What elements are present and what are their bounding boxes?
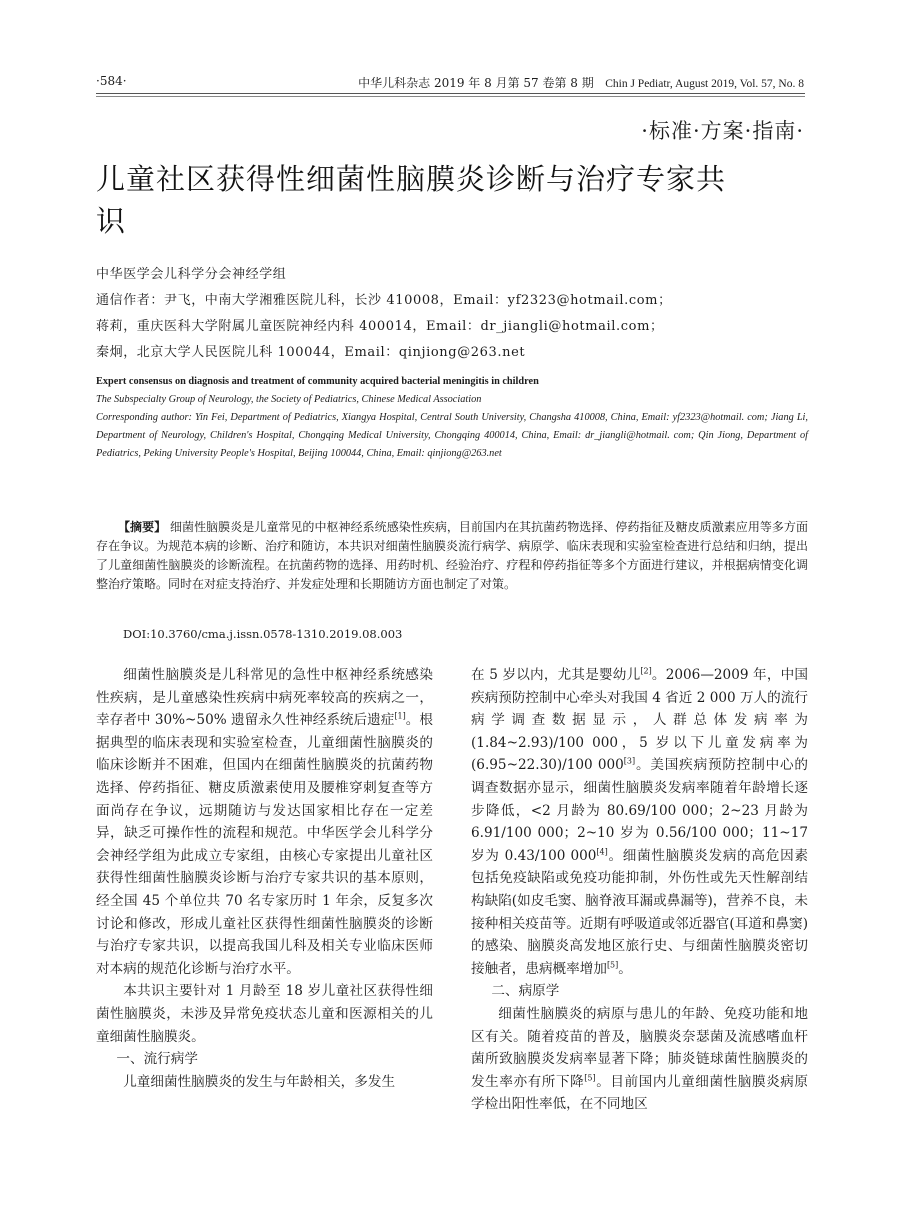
section-heading: 二、病原学 bbox=[491, 983, 560, 1000]
citation: [4] bbox=[596, 847, 608, 857]
paragraph: 儿童细菌性脑膜炎的发生与年龄相关，多发生 bbox=[123, 1073, 396, 1090]
abstract-text: 细菌性脑膜炎是儿童常见的中枢神经系统感染性疾病，目前国内在其抗菌药物选择、停药指征及糖皮质激素应用等多方面存在争议。为规范本病的诊断、治疗和随访，本共识对细菌性脑膜炎流行病学、病原学、临床表现和实验室检查进行总结和归纳，提出了儿童细菌性脑膜炎的诊断流程。在抗菌药物的选择、用药时机、经验治疗、疗程和停药指征等多个方面进行建议，并根据病情变化调整治疗策略。同时在对症支持治疗、并发症处理和长期随访方面也制定了对策。 bbox=[96, 520, 808, 591]
doi: DOI:10.3760/cma.j.issn.0578-1310.2019.08.003 bbox=[123, 627, 403, 641]
header-rule bbox=[96, 93, 805, 94]
corresponding-author-2: 蒋莉，重庆医科大学附属儿童医院神经内科 400014，Email：dr_jiangli@hotmail.com； bbox=[96, 319, 664, 334]
paragraph: 本共识主要针对 1 月龄至 18 岁儿童社区获得性细菌性脑膜炎，未涉及异常免疫状态儿童和医源相关的儿童细菌性脑膜炎。 bbox=[96, 983, 433, 1045]
abstract bbox=[96, 518, 808, 594]
article-title: 儿童社区获得性细菌性脑膜炎诊断与治疗专家共识 bbox=[96, 162, 727, 238]
section-tag: ·标准·方案·指南· bbox=[641, 119, 804, 143]
paragraph: 细菌性脑膜炎是儿科常见的急性中枢神经系统感染性疾病，是儿童感染性疾病中病死率较高的疾病之一，幸存者中 30%~50% 遗留永久性神经系统后遗症[1]。根据典型的临床表现和实验室检查，儿童细菌性脑膜炎的临床诊断并不困难，但国内在细菌性脑膜炎的抗菌药物选择、停药指征、糖皮质激素使用及腰椎穿刺复查等方面尚存在争议，远期随访与发达国家相比存在一定差异，缺乏可操作性的流程和规范。中华医学会儿科学分会神经学组为此成立专家组，由核心专家提出儿童社区获得性细菌性脑膜炎诊断与治疗专家共识的基本原则，经全国 45 个单位共 70 名专家历时 1 年余，反复多次讨论和修改，形成儿童社区获得性细菌性脑膜炎的诊断与治疗专家共识，以提高我国儿科及相关专业临床医师对本病的规范化诊断与治疗水平。 bbox=[96, 667, 434, 977]
journal-name-en: Chin J Pediatr, August 2019, Vol. 57, No. 8 bbox=[605, 78, 804, 90]
english-group: The Subspecialty Group of Neurology, the Society of Pediatrics, Chinese Medical Association bbox=[96, 394, 482, 405]
citation: [5] bbox=[606, 960, 619, 970]
abstract-label: 【摘要】 bbox=[118, 520, 167, 534]
citation: [3] bbox=[623, 756, 636, 766]
paragraph: 在 5 岁以内，尤其是婴幼儿[2]。2006—2009 年，中国疾病预防控制中心牵头对我国 4 省近 2 000 万人的流行病学调查数据显示，人群总体发病率为(1.84~2.93)/100 000，5 岁以下儿童发病率为(6.95~22.30)/100 000[3]。美国疾病预防控制中心的调查数据亦显示，细菌性脑膜炎发病率随着年龄增长逐步降低，<2 月龄为 80.69/100 000；2~23 月龄为 6.91/100 000；2~10 岁为 0.56/100 000；11~17 岁为 0.43/100 000[4]。细菌性脑膜炎发病的高危因素包括免疫缺陷或免疫功能抑制，外伤性或先天性解剖结构缺陷(如皮毛窦、脑脊液耳漏或鼻漏等)，营养不良，未接种相关疫苗等。近期有呼吸道或邻近器官(耳道和鼻窦)的感染、脑膜炎高发地区旅行史、与细菌性脑膜炎密切接触者，患病概率增加[5]。 bbox=[471, 666, 809, 977]
author-group: 中华医学会儿科学分会神经学组 bbox=[96, 267, 287, 282]
author-block bbox=[96, 262, 808, 366]
journal-name-cn: 中华儿科杂志 2019 年 8 月第 57 卷第 8 期 bbox=[358, 76, 594, 90]
body-column-right bbox=[471, 664, 808, 1116]
english-abstract-header bbox=[96, 373, 808, 463]
page-number: ·584· bbox=[96, 74, 127, 88]
english-corresponding: Corresponding author: Yin Fei, Department of Pediatrics, Xiangya Hospital, Central South University, Changsha 410008, China, Email: yf2323@hotmail. com; Jiang Li, Department of Neurology, Children's Hospital, Chongqing Medical University, Chongqing 400014, China, Email: dr_jiangli@hotmail. com; Qin Jiong, Department of Pediatrics, Peking University People's Hospital, Beijing 100044, China, Email: qinjiong@263.net bbox=[96, 412, 808, 459]
citation: [1] bbox=[394, 711, 406, 721]
corresponding-author-1: 通信作者：尹飞，中南大学湘雅医院儿科，长沙 410008，Email：yf2323@hotmail.com； bbox=[96, 293, 672, 308]
section-heading: 一、流行病学 bbox=[116, 1051, 198, 1068]
citation: [5] bbox=[584, 1073, 596, 1083]
english-title: Expert consensus on diagnosis and treatment of community acquired bacterial meningitis in children bbox=[96, 376, 539, 387]
citation: [2] bbox=[640, 666, 652, 676]
corresponding-author-3: 秦炯，北京大学人民医院儿科 100044，Email：qinjiong@263.net bbox=[96, 345, 526, 360]
paragraph: 细菌性脑膜炎的病原与患儿的年龄、免疫功能和地区有关。随着疫苗的普及，脑膜炎奈瑟菌及流感嗜血杆菌所致脑膜炎发病率显著下降；肺炎链球菌性脑膜炎的发生率亦有所下降[5]。目前国内儿童细菌性脑膜炎病原学检出阳性率低，在不同地区 bbox=[471, 1005, 809, 1113]
body-column-left bbox=[96, 664, 433, 1093]
header-rule-thin bbox=[96, 96, 805, 97]
running-header bbox=[358, 74, 804, 91]
